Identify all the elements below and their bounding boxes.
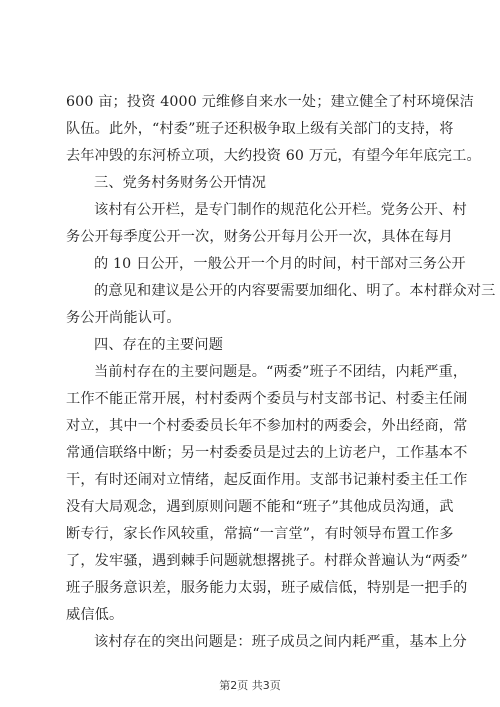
text-line: 对立，其中一个村委委员长年不参加村的两委会，外出经商，常 xyxy=(66,418,468,434)
text-line: 的意见和建议是公开的内容要需要加细化、明了。本村群众对三 xyxy=(94,283,496,299)
text-line: 去年冲毁的东河桥立项，大约投资 60 万元，有望今年年底完工。 xyxy=(66,148,481,164)
text-line: 常通信联络中断；另一村委委员是过去的上访老户，工作基本不 xyxy=(66,445,468,461)
text-line: 了，发牢骚，遇到棘手问题就想撂挑子。村群众普遍认为“两委” xyxy=(66,553,468,569)
text-line: 务公开每季度公开一次，财务公开每月公开一次，具体在每月 xyxy=(66,229,454,245)
text-line: 威信低。 xyxy=(66,607,124,623)
text-line: 队伍。此外，“村委”班子还积极争取上级有关部门的支持，将 xyxy=(66,121,454,137)
text-line: 没有大局观念，遇到原则问题不能和“班子”其他成员沟通，武 xyxy=(66,499,454,515)
text-line: 该村有公开栏，是专门制作的规范化公开栏。党务公开、村 xyxy=(94,202,467,218)
text-line: 断专行，家长作风较重，常搞“一言堂”，有时领导布置工作多 xyxy=(66,526,454,542)
section-heading: 四、存在的主要问题 xyxy=(94,337,224,353)
text-line: 600 亩；投资 4000 元维修自来水一处；建立健全了村环境保洁 xyxy=(66,94,474,110)
text-line: 该村存在的突出问题是：班子成员之间内耗严重，基本上分 xyxy=(94,634,467,650)
text-line: 当前村存在的主要问题是。“两委”班子不团结，内耗严重， xyxy=(94,364,468,380)
text-line: 务公开尚能认可。 xyxy=(66,310,181,326)
text-line: 班子服务意识差，服务能力太弱，班子威信低，特别是一把手的 xyxy=(66,580,468,596)
text-line: 工作不能正常开展，村村委两个委员与村支部书记、村委主任闹 xyxy=(66,391,468,407)
page-number-footer: 第2页 共3页 xyxy=(219,679,281,692)
section-heading: 三、党务村务财务公开情况 xyxy=(94,175,267,191)
text-line: 干，有时还闹对立情绪，起反面作用。支部书记兼村委主任工作 xyxy=(66,472,468,488)
text-line: 的 10 日公开，一般公开一个月的时间，村干部对三务公开 xyxy=(94,256,466,272)
